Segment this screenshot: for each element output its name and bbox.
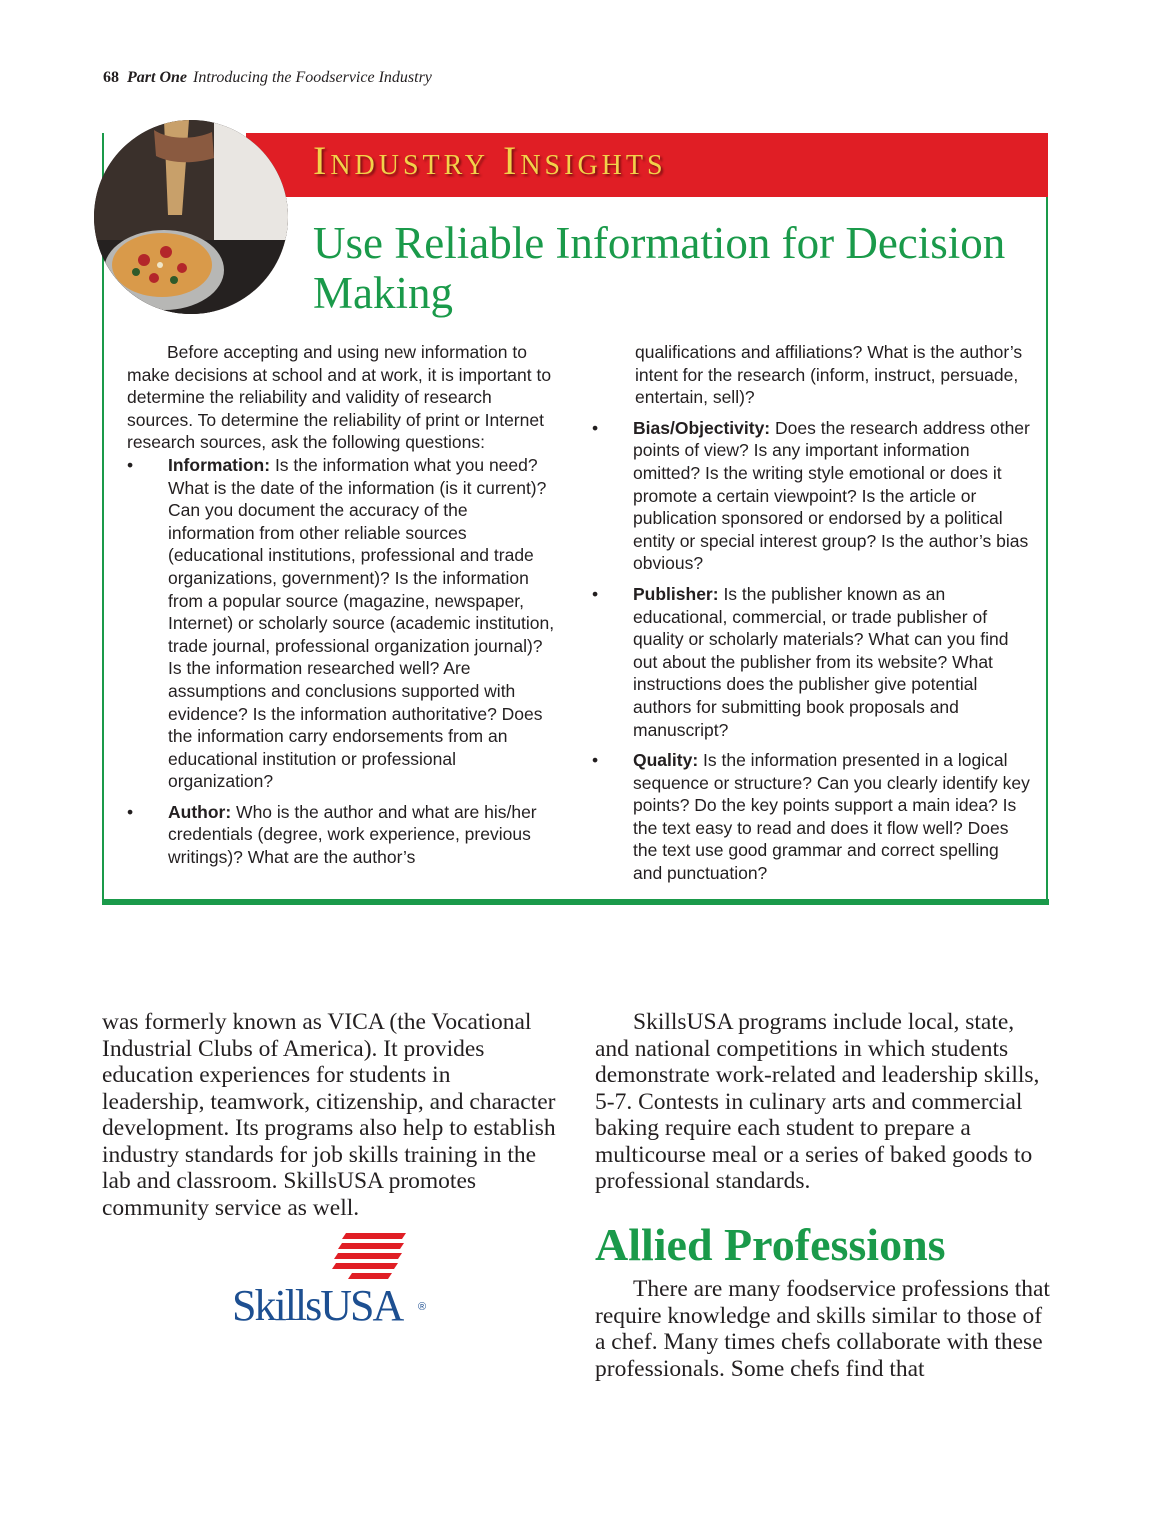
feature-intro: Before accepting and using new information to make decisions at school and at work, it is important to determine the reliability and validity of research sources. To determine the reliability of print or Internet research sources, ask the following questions: [127,342,552,453]
logo-wordmark: SkillsUSA [232,1281,403,1330]
list-item [592,749,1032,885]
page-number: 68 [103,69,119,86]
criteria-list-right [592,417,1032,885]
item-text: Does the research address other points of view? Is any important information omitted? Is the writing style emotional or does it promote a certain viewpoint? Is the article or publication sponsored or endorsed by a political entity or special interest group? Is the author’s bias obvious? [633,417,1030,574]
running-head [103,69,432,87]
part-label: Part One [127,69,187,86]
item-text: Is the publisher known as an educational, commercial, or trade publisher of quality or scholarly materials? What can you find out about the publisher from its website? What instructions does the publisher give potential authors for submitting book proposals and manuscript? [633,583,1009,740]
feature-title: Use Reliable Information for Decision Making [313,218,1006,318]
pizza-peel-photo [94,120,288,314]
body-column-left [102,1009,557,1221]
body-column-right-lower [595,1276,1051,1382]
feature-bottom-rule [102,899,1049,905]
item-label: Author: [168,801,232,822]
bullet-icon: • [592,583,599,604]
item-label: Information: [168,454,271,475]
feature-banner-title: Industry Insights [313,138,667,183]
list-item [127,801,559,869]
feature-column-right [592,341,1032,893]
bullet-icon: • [127,801,134,822]
item-text: Is the information presented in a logical sequence or structure? Can you clearly identify key points? Do the key points support a main idea? Is the text easy to read and does it flow well? Does the text use good grammar and correct spelling and punctuation? [633,750,1030,884]
section-heading: Allied Professions [595,1219,946,1270]
pizza-photo-illustration [94,120,288,314]
list-item [592,417,1032,575]
skillsusa-logo [232,1233,432,1328]
item-label: Bias/Objectivity: [633,417,771,438]
flag-stripes-icon [332,1233,412,1285]
section-paragraph: There are many foodservice professions that require knowledge and skills similar to those of a chef. Many times chefs collaborate with these professionals. Some chefs find that [595,1276,1050,1382]
bullet-icon: • [592,750,599,771]
item-label: Publisher: [633,583,719,604]
running-head-title: Introducing the Foodservice Industry [193,69,432,86]
item-label: Quality: [633,750,699,771]
item-continuation: qualifications and affiliations? What is the author’s intent for the research (inform, instruct, persuade, entertain, sell)? [635,342,1023,408]
list-item [592,583,1032,741]
criteria-list-left [127,454,559,869]
registered-mark: ® [418,1301,427,1313]
body-paragraph: was formerly known as VICA (the Vocational Industrial Clubs of America). It provides education experiences for students in leadership, teamwork, citizenship, and character development. Its programs also help to establish industry standards for job skills training in the lab and classroom. SkillsUSA promotes community service as well. [102,1009,556,1221]
item-text: Who is the author and what are his/her credentials (degree, work experience, previous writings)? What are the author’s [168,801,537,868]
body-paragraph: SkillsUSA programs include local, state, and national competitions in which students demonstrate work-related and leadership skills, 5-7. Contests in culinary arts and commercial baking require each student to prepare a multicourse meal or a series of baked goods to professional standards. [595,1009,1040,1194]
bullet-icon: • [127,454,134,475]
bullet-icon: • [592,417,599,438]
list-item [127,454,559,793]
feature-column-left [127,341,559,877]
body-column-right [595,1009,1051,1195]
item-text: Is the information what you need? What is the date of the information (is it current)? Can you document the accuracy of the information from other reliable sources (educational institutions, professional and trade organizations, government)? Is the information from a popular source (magazine, newspaper, Internet) or scholarly source (academic institution, trade journal, professional organization journal)? Is the information researched well? Are assumptions and conclusions supported with evidence? Is the information authoritative? Does the information carry endorsements from an educational institution or professional organization? [168,454,555,792]
